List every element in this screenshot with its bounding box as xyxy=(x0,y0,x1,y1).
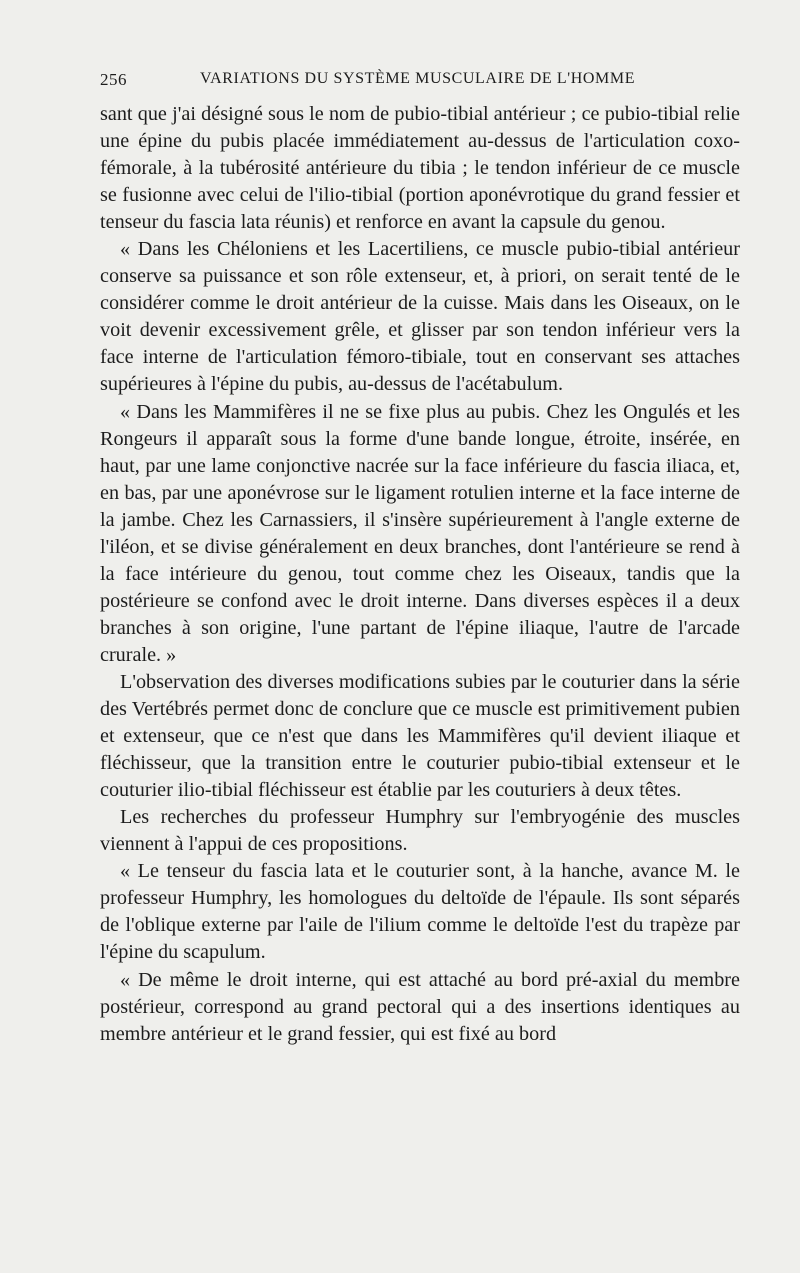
paragraph-4: L'observation des diverses modifications subies par le couturier dans la série des Vertébrés permet donc de conclure que ce muscle est primitivement pubien et extenseur, que ce n'est que dans les Mammifères qu'il devient iliaque et fléchisseur, que la transition entre le couturier pubio-tibial extenseur et le couturier ilio-tibial fléchisseur est établie par les couturiers à deux têtes. xyxy=(100,670,740,802)
paragraph-7: « De même le droit interne, qui est attaché au bord pré-axial du membre postérieur, correspond au grand pectoral qui a des insertions identiques au membre antérieur et le grand fessier, qui est fixé au bord xyxy=(100,968,740,1045)
paragraph-1: sant que j'ai désigné sous le nom de pubio-tibial antérieur ; ce pubio-tibial relie une épine du pubis placée immédiatement au-dessus de l'articulation coxo-fémorale, à la tubérosité antérieure du tibia ; le tendon inférieur de ce muscle se fusionne avec celui de l'ilio-tibial (portion aponévrotique du grand fessier et tenseur du fascia lata réunis) et renforce en avant la capsule du genou. xyxy=(100,103,740,234)
paragraph-6: « Le tenseur du fascia lata et le couturier sont, à la hanche, avance M. le professeur Humphry, les homologues du deltoïde de l'épaule. Ils sont séparés de l'oblique externe par l'aile de l'ilium comme le deltoïde l'est du trapèze par l'épine du scapulum. xyxy=(100,860,740,964)
page-header xyxy=(100,70,740,94)
body-text xyxy=(100,101,740,1048)
paragraph-2: « Dans les Chéloniens et les Lacertiliens, ce muscle pubio-tibial antérieur conserve sa puissance et son rôle extenseur, et, à priori, on serait tenté de le considérer comme le droit antérieur de la cuisse. Mais dans les Oiseaux, on le voit devenir excessivement grêle, et glisser par son tendon inférieur vers la face interne de l'articulation fémoro-tibiale, tout en conservant ses attaches supérieures à l'épine du pubis, au-dessus de l'acétabulum. xyxy=(100,238,740,396)
paragraph-5: Les recherches du professeur Humphry sur l'embryogénie des muscles viennent à l'appui de ces propositions. xyxy=(100,806,740,856)
paragraph-3: « Dans les Mammifères il ne se fixe plus au pubis. Chez les Ongulés et les Rongeurs il apparaît sous la forme d'une bande longue, étroite, insérée, en haut, par une lame conjonctive nacrée sur la face inférieure du fascia iliaca, et, en bas, par une aponévrose sur le ligament rotulien interne et la face interne de la jambe. Chez les Carnassiers, il s'insère supérieurement à l'angle externe de l'iléon, et se divise généralement en deux branches, dont l'antérieure se rend à la face intérieure du genou, tout comme chez les Oiseaux, tandis que la postérieure se confond avec le droit interne. Dans diverses espèces il a deux branches à son origine, l'une partant de l'épine iliaque, l'autre de l'arcade crurale. » xyxy=(100,400,740,666)
running-title: VARIATIONS DU SYSTÈME MUSCULAIRE DE L'HOMME xyxy=(200,70,636,87)
page-number: 256 xyxy=(100,70,127,89)
